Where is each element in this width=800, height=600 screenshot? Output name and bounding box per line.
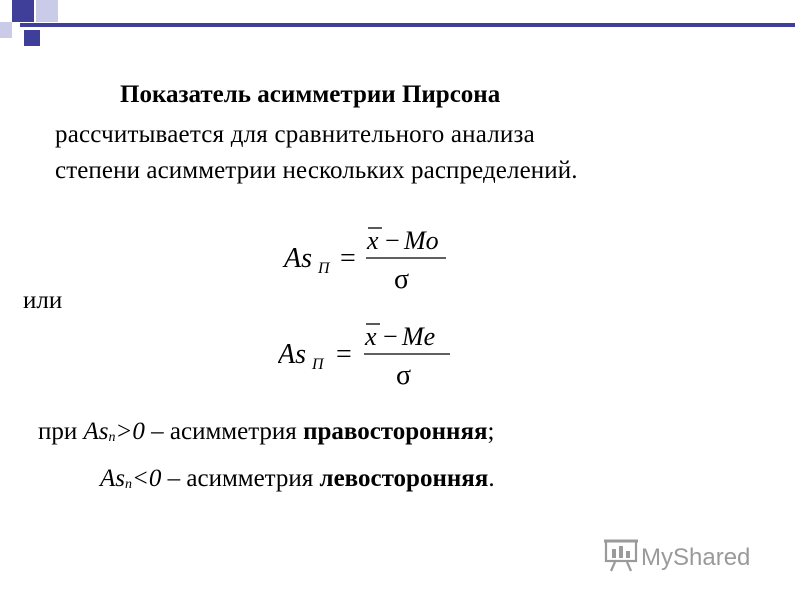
or-word: или — [23, 287, 63, 314]
formula-num-minus: − — [385, 226, 400, 255]
cond-prefix: при — [38, 418, 84, 445]
formula-num-mode: Me — [402, 322, 436, 351]
formula-lhs: As — [284, 243, 312, 274]
header-rule — [20, 23, 795, 27]
formula-equals: = — [336, 339, 352, 370]
formula-num-x: x — [365, 322, 377, 351]
formula-den: σ — [394, 264, 410, 294]
cond-word: левосторонняя — [319, 465, 489, 492]
slide-decoration — [0, 0, 800, 60]
cond-end: . — [488, 465, 495, 492]
presentation-icon — [604, 541, 638, 571]
cond-word: правосторонняя — [303, 418, 488, 445]
deco-square — [0, 22, 12, 38]
formula-num-mode: Mo — [404, 226, 439, 255]
formula-num-minus: − — [383, 322, 398, 351]
paragraph-line: рассчитывается для сравнительного анализа — [55, 121, 535, 148]
deco-square — [12, 0, 34, 22]
deco-square — [24, 30, 40, 46]
formula-pearson-median — [278, 318, 458, 390]
formula-pearson-mode — [278, 222, 458, 294]
formula-num-x: x — [367, 226, 379, 255]
formula-den: σ — [396, 360, 412, 390]
paragraph-line: степени асимметрии нескольких распределений. — [55, 157, 578, 184]
cond-var: As — [100, 465, 125, 492]
formula-subscript: П — [318, 260, 330, 277]
logo-text: MyShared — [641, 544, 751, 571]
cond-var: As — [83, 418, 109, 445]
cond-end: ; — [487, 418, 495, 445]
cond-rel: >0 — [115, 418, 145, 445]
myshared-logo — [603, 535, 763, 575]
formula-lhs: As — [278, 339, 306, 370]
cond-rel: <0 — [132, 465, 162, 492]
cond-dash: – асимметрия — [144, 418, 304, 445]
condition-right-skew — [38, 418, 494, 446]
slide-title: Показатель асимметрии Пирсона — [120, 81, 501, 108]
cond-dash: – асимметрия — [161, 465, 320, 492]
cond-sub: n — [125, 477, 132, 492]
condition-left-skew — [100, 465, 495, 493]
formula-equals: = — [340, 243, 356, 274]
formula-subscript: П — [312, 356, 324, 373]
deco-square — [36, 0, 58, 22]
cond-sub: n — [108, 430, 116, 445]
